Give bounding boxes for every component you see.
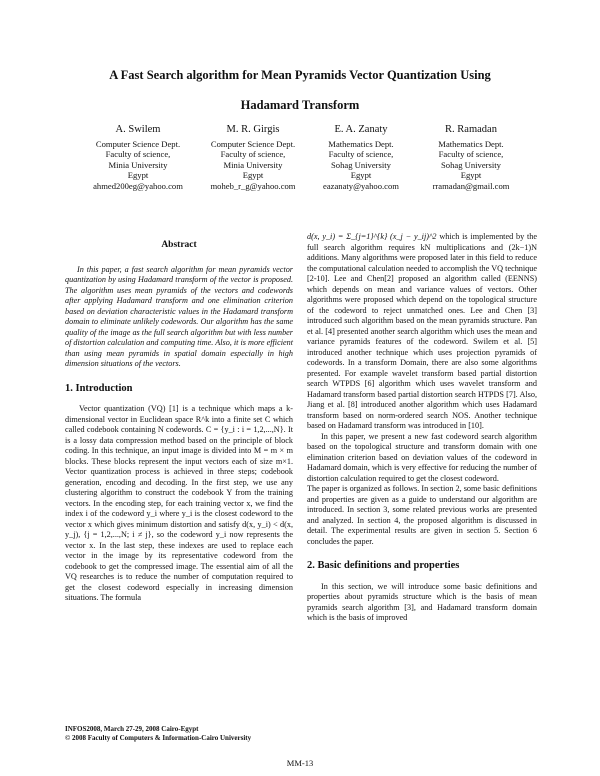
author-country: Egypt [127,170,149,181]
author-country: Egypt [460,170,482,181]
author-1 [77,125,199,192]
author-university: Minia University [223,159,283,170]
right-paragraph-2: The paper is organized as follows. In section 2, some basic definitions and properties are given as a guide to understand our algorithm are introduced. In section 3, some related previous works are presented and analyzed. In section 4, the proposed algorithm is discussed in detail. The experimental results are given in section 5. Section 6 concludes the paper. [307,484,537,546]
footer-line-1: INFOS2008, March 27-29, 2008 Cairo-Egypt [65,725,199,733]
author-block [0,125,600,205]
author-email: ahmed200eg@yahoo.com [93,180,183,191]
author-university: Minia University [108,159,168,170]
abstract-heading: Abstract [161,240,197,250]
left-column [65,240,293,604]
intro-paragraph: Vector quantization (VQ) [1] is a technique which maps a k-dimensional vector in Euclidean space R^k into a finite set C which called codebook containing N codewords. C = {y_i : i = 1,2,...,N}. It is a lossy data compression method based on the principle of block coding. In this technique, an input image is divided into M = m × m blocks. These blocks represent the input vectors each of size m×1. Vector quantization process is achieved in three steps; codebook generation, encoding and decoding. In the first step, we use any clustering algorithm to construct the codebook Y from the training vectors. In the encoding step, for each training vector x, we find the index i of the codeword y_i where y_i is the closest codeword to the vector x which gives minimum distortion and satisfy d(x, y_i) < d(x, y_j), {j = 1,2,...,N; i ≠ j}, so the codeword y_i now represents the vector x. In the last step, these indexes are used to replace each vector in the image by its representative codeword from the codebook to get the compressed image. The essential aim of all the VQ researches is to reduce the number of computation required to get the closest codeword especially in increasing dimension situations. The formula [65,404,293,602]
author-name: R. Ramadan [445,124,497,135]
author-country: Egypt [242,170,264,181]
author-country: Egypt [350,170,372,181]
right-paragraph-0: which is implemented by the full search algorithm requires kN multiplications and (2k−1)N additions. Many algorithms were proposed later in this field to reduce the computational calculation needed to accomplish the VQ technique [2-10]. Lee and Chen[2] proposed an algorithm called (EENNS) which depends on mean and variance values of vectors. Other algorithms were proposed which depend on the topological structure of the codeword to reject unmatched ones. Lee and Chen [3] introduced such algorithm based on the mean pyramids structure. Pan et al. [4] presented another search algorithm which uses the mean and variance pyramids features of the codeword. Swilem et al. [5] introduced another technique which uses projection pyramids of codewords. In a transform Domain, there are also some algorithms presented. For example wavelet transform based partial distortion search WTPDS [6] algorithm which uses wavelet transform and Hadamard transform based partial distortion search HTPDS [7]. Also, Jiang et al. [8] introduced another algorithm which uses Hadamard transform based on norm-ordered search NOS. Another technique based on Hadamard transform was introduced in [10]. [307,232,537,430]
author-dept: Computer Science Dept. [210,138,296,149]
author-email: eazanaty@yahoo.com [323,180,399,191]
right-paragraph-3: In this section, we will introduce some basic definitions and properties about pyramids structure which is the basis of mean pyramids search algorithm [3], and Hadamard transform domain which is the basis of improved [307,581,537,622]
author-faculty: Faculty of science, [328,149,394,160]
section-2-heading: 2. Basic definitions and properties [307,560,460,571]
footer-line-2: © 2008 Faculty of Computers & Information-Cairo University [65,733,252,742]
paper-title-line2: Hadamard Transform [240,98,360,112]
author-faculty: Faculty of science, [105,149,171,160]
author-university: Sohag University [331,159,391,170]
distortion-formula: d(x, y_i) = Σ_{j=1}^{k} (x_j − y_ij)^2 [307,232,437,241]
author-name: A. Swilem [115,124,161,135]
author-2 [192,125,314,192]
author-3 [300,125,422,192]
author-faculty: Faculty of science, [220,149,286,160]
author-name: E. A. Zanaty [334,124,388,135]
author-dept: Computer Science Dept. [95,138,181,149]
abstract-text: In this paper, a fast search algorithm for mean pyramids vector quantization by using Hadamard transform of the vector is proposed. The algorithm uses mean pyramids of the vectors and codewords after applying Hadamard transform and one elimination criterion based on deviation characteristic values in the Hadamard transform domain to eliminate unlikely codewords. Our algorithm has the same quality of the image as the full search algorithm but with less number of distortion calculation and computing time. Also, it is more efficient than using mean pyramids in spatial domain especially in high dimension situations of the vectors. [65,264,293,368]
author-4 [410,125,532,192]
page-number: MM-13 [286,758,314,768]
author-dept: Mathematics Dept. [438,138,504,149]
section-1-heading: 1. Introduction [65,382,133,394]
conference-footer [65,725,251,742]
author-faculty: Faculty of science, [438,149,504,160]
author-university: Sohag University [441,159,501,170]
right-paragraph-1: In this paper, we present a new fast codeword search algorithm based on the topological structure and transform domain with one elimination criterion based on deviation values of the codeword in Hadamard domain, which is very effective for reducing the number of distortion calculation required to get the closest codeword. [307,431,537,483]
right-column [307,232,537,624]
author-email: moheb_r_g@yahoo.com [210,180,296,191]
author-dept: Mathematics Dept. [328,138,394,149]
author-email: rramadan@gmail.com [432,180,510,191]
paper-title-line1: A Fast Search algorithm for Mean Pyramids Vector Quantization Using [109,68,491,82]
author-name: M. R. Girgis [226,124,280,135]
